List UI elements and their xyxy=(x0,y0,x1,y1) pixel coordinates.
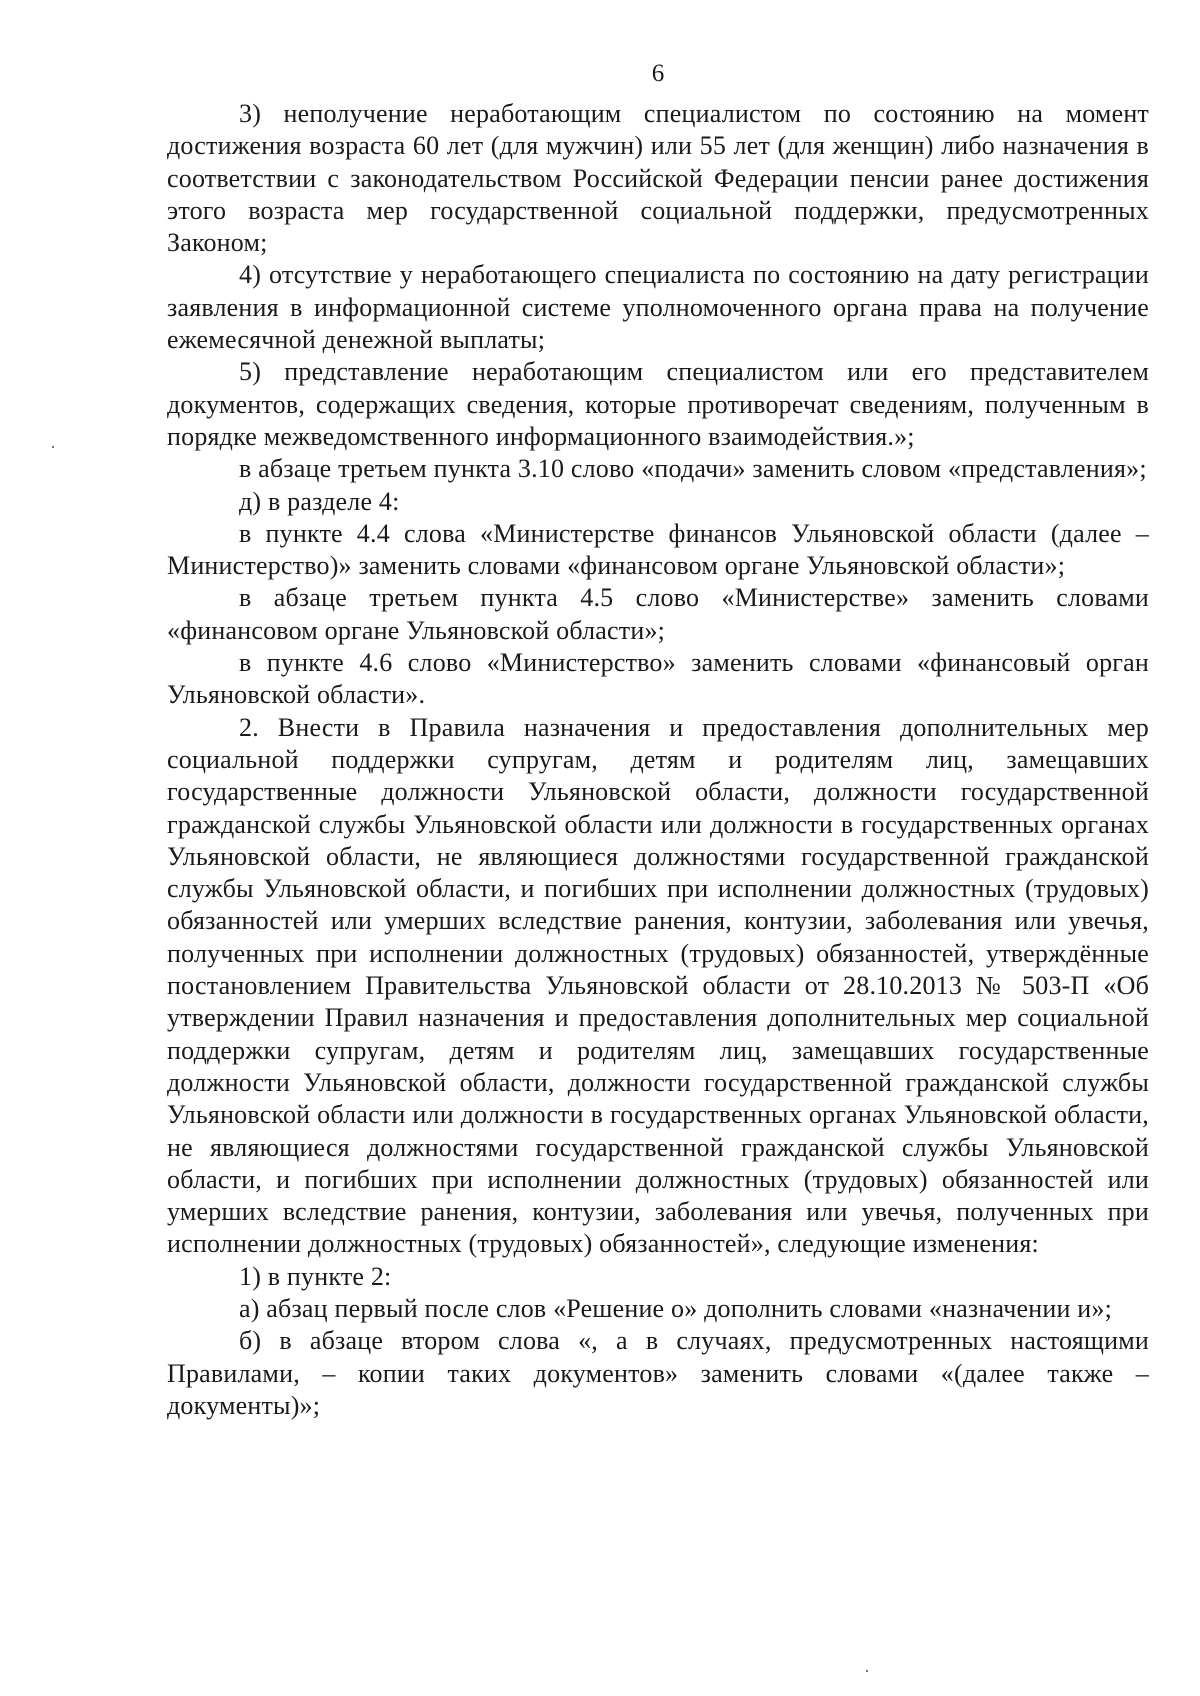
paragraph-section-4-heading: д) в разделе 4: xyxy=(239,486,400,516)
paragraph-point-2-heading: 1) в пункте 2: xyxy=(239,1261,392,1291)
paragraph-clause-4-6: в пункте 4.6 слово «Министерство» заменить словами «финансовый орган Ульяновской области». xyxy=(167,648,1149,710)
page-number: 6 xyxy=(651,60,665,87)
scan-speck xyxy=(52,446,54,448)
paragraph-item-5: 5) представление неработающим специалистом или его представителем документов, содержащих сведения, которые противоречат сведениям, полученным в порядке межведомственного информационного взаимодействия.»; xyxy=(167,357,1149,451)
paragraph-clause-4-4: в пункте 4.4 слова «Министерстве финансов Ульяновской области (далее – Министерство)» заменить словами «финансовом органе Ульяновской области»; xyxy=(167,518,1149,581)
document-body xyxy=(167,98,1149,1422)
paragraph-item-4: 4) отсутствие у неработающего специалиста по состоянию на дату регистрации заявления в информационной системе уполномоченного органа права на получение ежемесячной денежной выплаты; xyxy=(167,260,1149,355)
paragraph-subpoint-a: а) абзац первый после слов «Решение о» дополнить словами «назначении и»; xyxy=(239,1293,1113,1323)
paragraph-subpoint-b: б) в абзаце втором слова «, а в случаях, предусмотренных настоящими Правилами, – копии таких документов» заменить словами «(далее также – документы)»; xyxy=(167,1326,1149,1420)
paragraph-item-3: 3) неполучение неработающим специалистом по состоянию на момент достижения возраста 60 лет (для мужчин) или 55 лет (для женщин) либо назначения в соответствии с законодательством Российской Федерации пенсии ранее достижения этого возраста мер государственной социальной поддержки, предусмотренных Законом; xyxy=(167,99,1149,258)
scan-speck xyxy=(866,1670,868,1672)
paragraph-clause-3-10: в абзаце третьем пункта 3.10 слово «подачи» заменить словом «представления»; xyxy=(239,454,1147,484)
paragraph-article-2: 2. Внести в Правила назначения и предоставления дополнительных мер социальной поддержки супругам, детям и родителям лиц, замещавших государственные должности Ульяновской области, должности государственной гражданской службы Ульяновской области или должности в государственных органах Ульяновской области, не являющиеся должностями государственной гражданской службы Ульяновской области, и погибших при исполнении должностных (трудовых) обязанностей или умерших вследствие ранения, контузии, заболевания или увечья, полученных при исполнении должностных (трудовых) обязанностей, утверждённые постановлением Правительства Ульяновской области от 28.10.2013 № 503-П «Об утверждении Правил назначения и предоставления дополнительных мер социальной поддержки супругам, детям и родителям лиц, замещавших государственные должности Ульяновской области, должности государственной гражданской службы Ульяновской области или должности в государственных органах Ульяновской области, не являющиеся должностями государственной гражданской службы Ульяновской области, и погибших при исполнении должностных (трудовых) обязанностей или умерших вследствие ранения, контузии, заболевания или увечья, полученных при исполнении должностных (трудовых) обязанностей», следующие изменения: xyxy=(167,712,1149,1259)
paragraph-clause-4-5: в абзаце третьем пункта 4.5 слово «Министерстве» заменить словами «финансовом органе Ульяновской области»; xyxy=(167,583,1149,645)
